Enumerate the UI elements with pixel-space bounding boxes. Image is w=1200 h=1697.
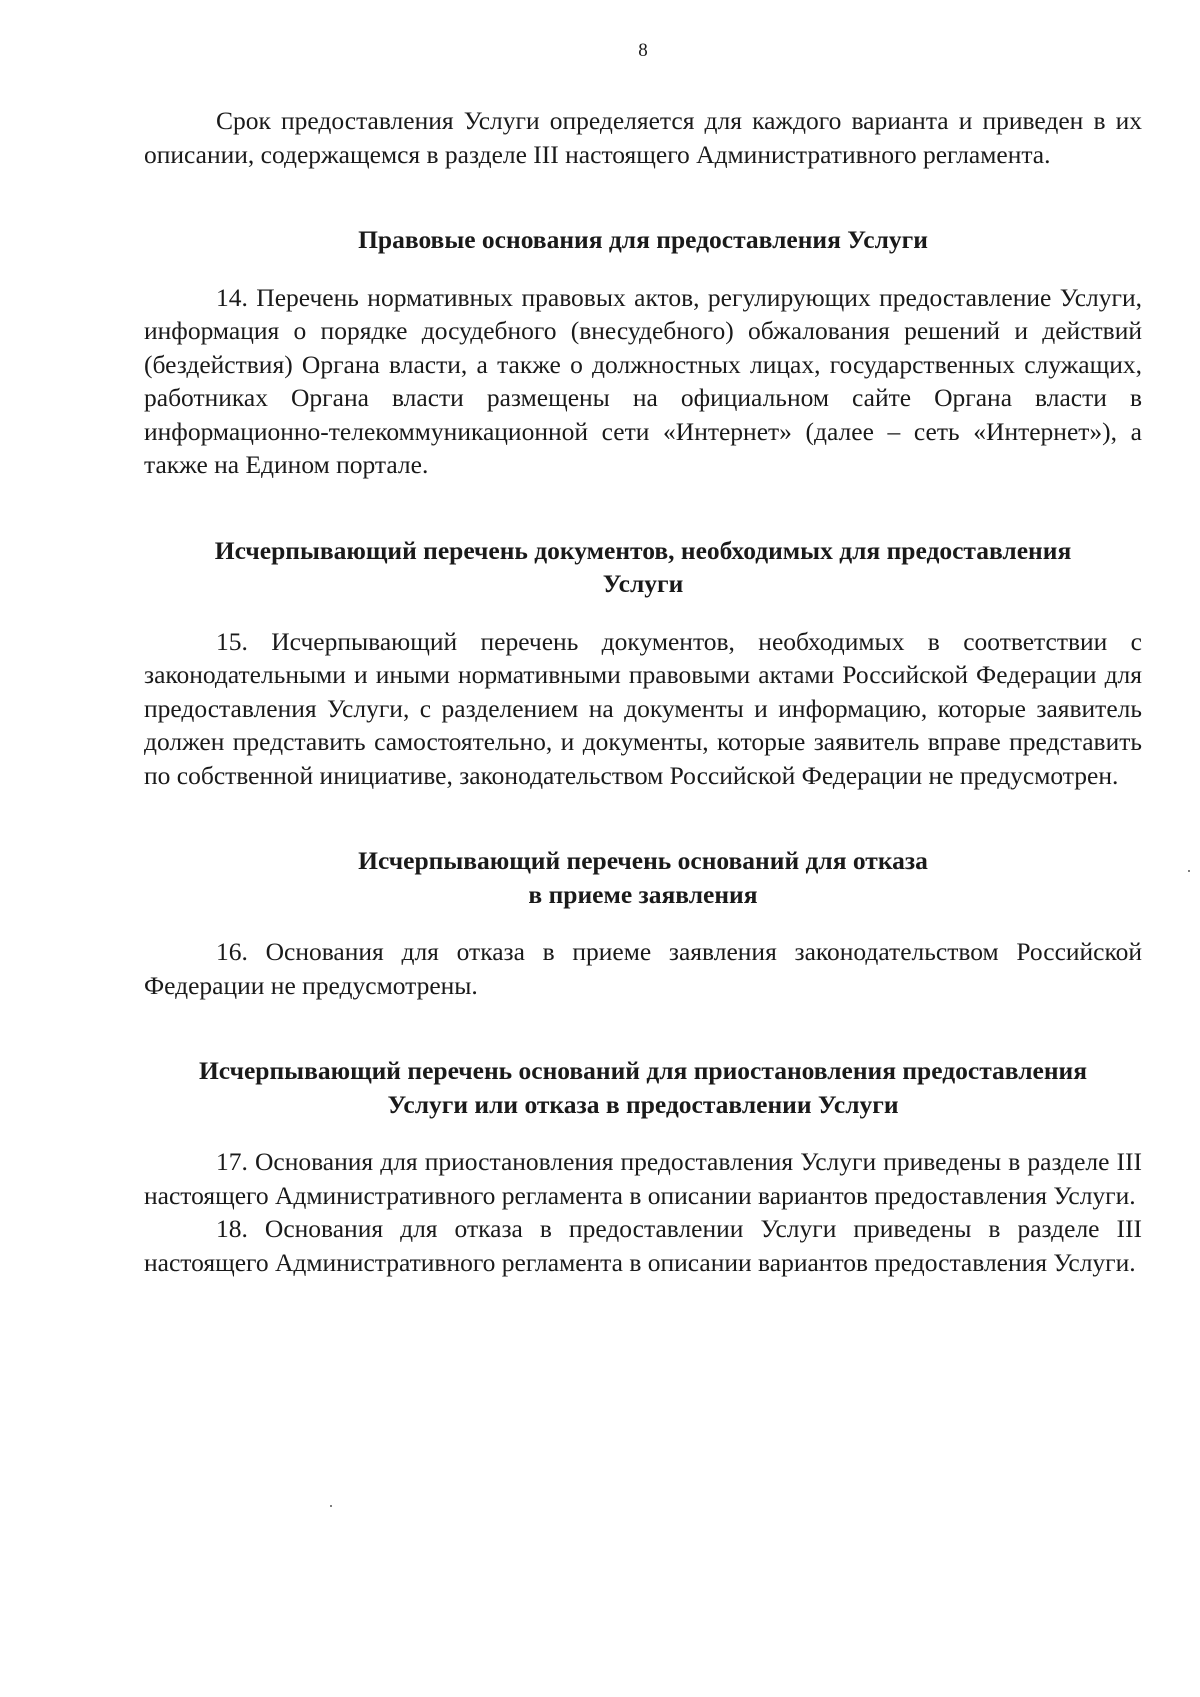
heading-refusal-reception: [144, 844, 1142, 911]
paragraph-17: 17. Основания для приостановления предоставления Услуги приведены в разделе III настоящего Административного регламента в описании вариантов предоставления Услуги.: [144, 1147, 1142, 1210]
scan-speck: [330, 1505, 332, 1507]
page-number: 8: [638, 40, 648, 61]
paragraph-15: 15. Исчерпывающий перечень документов, необходимых в соответствии с законодательными и иными нормативными правовыми актами Российской Федерации для предоставления Услуги, с разделением на документы и информацию, которые заявитель должен представить самостоятельно, и документы, которые заявитель вправе представить по собственной инициативе, законодательством Российской Федерации не предусмотрен.: [144, 626, 1142, 790]
heading-line: Услуги: [602, 569, 684, 598]
scan-speck: [1188, 870, 1190, 872]
heading-line: Исчерпывающий перечень документов, необходимых для предоставления: [214, 535, 1072, 565]
paragraph-18: 18. Основания для отказа в предоставлении Услуги приведены в разделе III настоящего Административного регламента в описании вариантов предоставления Услуги.: [144, 1214, 1142, 1277]
heading-suspension-refusal: [144, 1054, 1142, 1121]
heading-line: Правовые основания для предоставления Услуги: [358, 225, 928, 254]
heading-legal-grounds: [144, 223, 1142, 257]
heading-line: Услуги или отказа в предоставлении Услуги: [387, 1089, 899, 1119]
heading-documents-list: [144, 534, 1142, 601]
paragraph-term-of-service: Срок предоставления Услуги определяется для каждого варианта и приведен в их описании, содержащемся в разделе III настоящего Административного регламента.: [144, 106, 1142, 169]
paragraph-14: 14. Перечень нормативных правовых актов, регулирующих предоставление Услуги, информация о порядке досудебного (внесудебного) обжалования решений и действий (бездействия) Органа власти, а также о должностных лицах, государственных служащих, работниках Органа власти размещены на официальном сайте Органа власти в информационно-телекоммуникационной сети «Интернет» (далее – сеть «Интернет»), а также на Едином портале.: [144, 282, 1142, 479]
heading-line: Исчерпывающий перечень оснований для отказа: [358, 846, 928, 875]
heading-line: Исчерпывающий перечень оснований для приостановления предоставления: [198, 1056, 1088, 1085]
document-page: [144, 36, 1142, 1279]
paragraph-16: 16. Основания для отказа в приеме заявления законодательством Российской Федерации не предусмотрены.: [144, 937, 1142, 1000]
heading-line: в приеме заявления: [528, 879, 758, 909]
